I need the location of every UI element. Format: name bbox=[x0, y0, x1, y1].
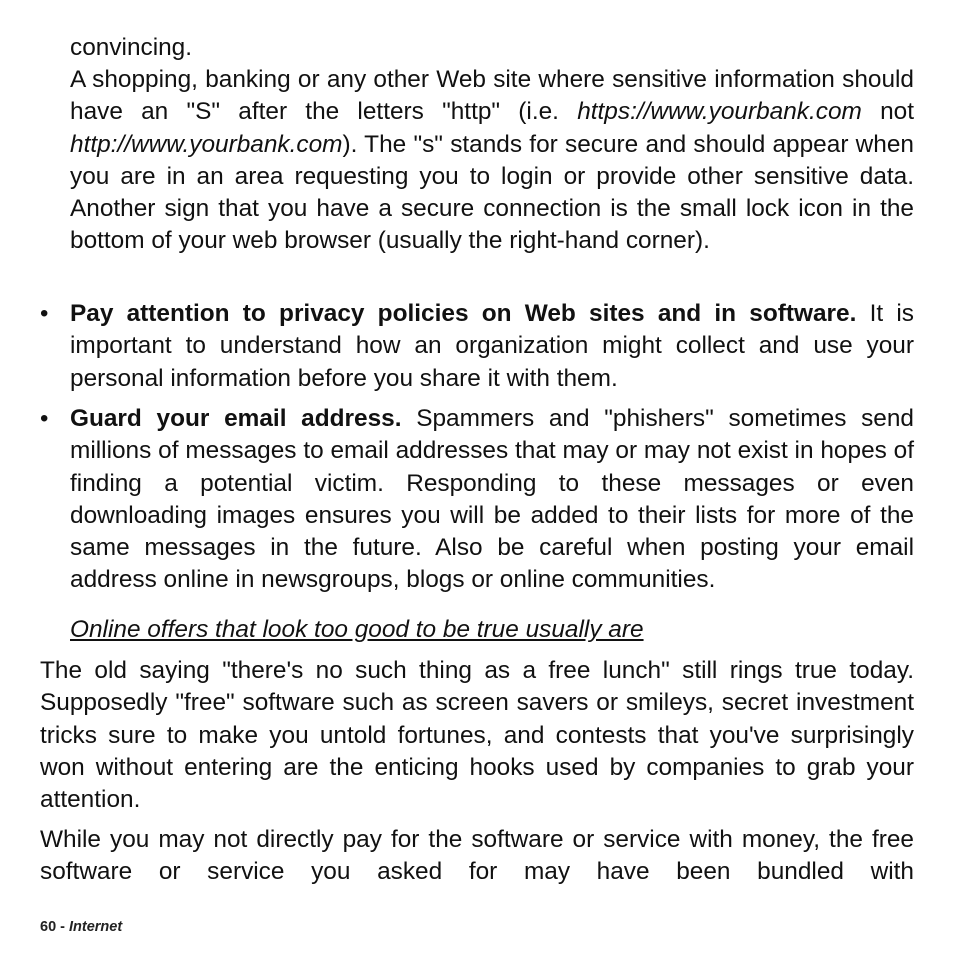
intro-text-1: A shopping, banking or any other Web site where sensitive information should have an "S" after the letters "http" (i.e. bbox=[70, 66, 914, 126]
secure-url-example: https://www.yourbank.com bbox=[577, 98, 862, 126]
intro-text-3: ). The "s" stands for secure and should appear when you are in an area requesting you to login or provide other sensitive data. Another sign that you have a secure connection is the small lock icon in the bottom of your web browser (usually the right-hand corner). bbox=[70, 130, 914, 255]
bullet-marker: • bbox=[40, 405, 49, 432]
page-number: 60 - bbox=[40, 919, 70, 935]
bullet-marker: • bbox=[40, 300, 49, 327]
bullet-text: Spammers and "phishers" sometimes send millions of messages to email addresses that may or may not exist in hopes of finding a potential victim. Responding to these messages or even downloading images ensures you will be added to their lists for more of the same messages in the future. Also be careful when posting your email address online in newsgroups, blogs or online communities. bbox=[70, 405, 914, 594]
bullet-item-email bbox=[70, 403, 914, 597]
body-paragraph: While you may not directly pay for the software or service with money, the free software or service you asked for may have been bundled with bbox=[40, 826, 914, 886]
bullet-text: It is important to understand how an organization might collect and use your personal information before you share it with them. bbox=[70, 300, 914, 392]
chapter-name: Internet bbox=[69, 919, 123, 935]
bullet-item-privacy bbox=[70, 298, 914, 395]
body-paragraph: The old saying "there's no such thing as a free lunch" still rings true today. Supposedly "free" software such as screen savers or smileys, secret investment tricks sure to make you untold fortunes, and contests that you've surprisingly won without entering are the enticing hooks used by companies to grab your attention. bbox=[40, 657, 914, 814]
insecure-url-example: http://www.yourbank.com bbox=[70, 130, 343, 158]
bullet-title: Pay attention to privacy policies on Web sites and in software. bbox=[70, 300, 857, 327]
page-footer bbox=[40, 918, 122, 936]
intro-continuation: convincing. bbox=[70, 34, 193, 61]
intro-text-2: not bbox=[861, 98, 915, 126]
intro-paragraph bbox=[70, 64, 914, 258]
bullet-title: Guard your email address. bbox=[70, 405, 402, 432]
section-heading: Online offers that look too good to be true usually are bbox=[70, 616, 644, 643]
